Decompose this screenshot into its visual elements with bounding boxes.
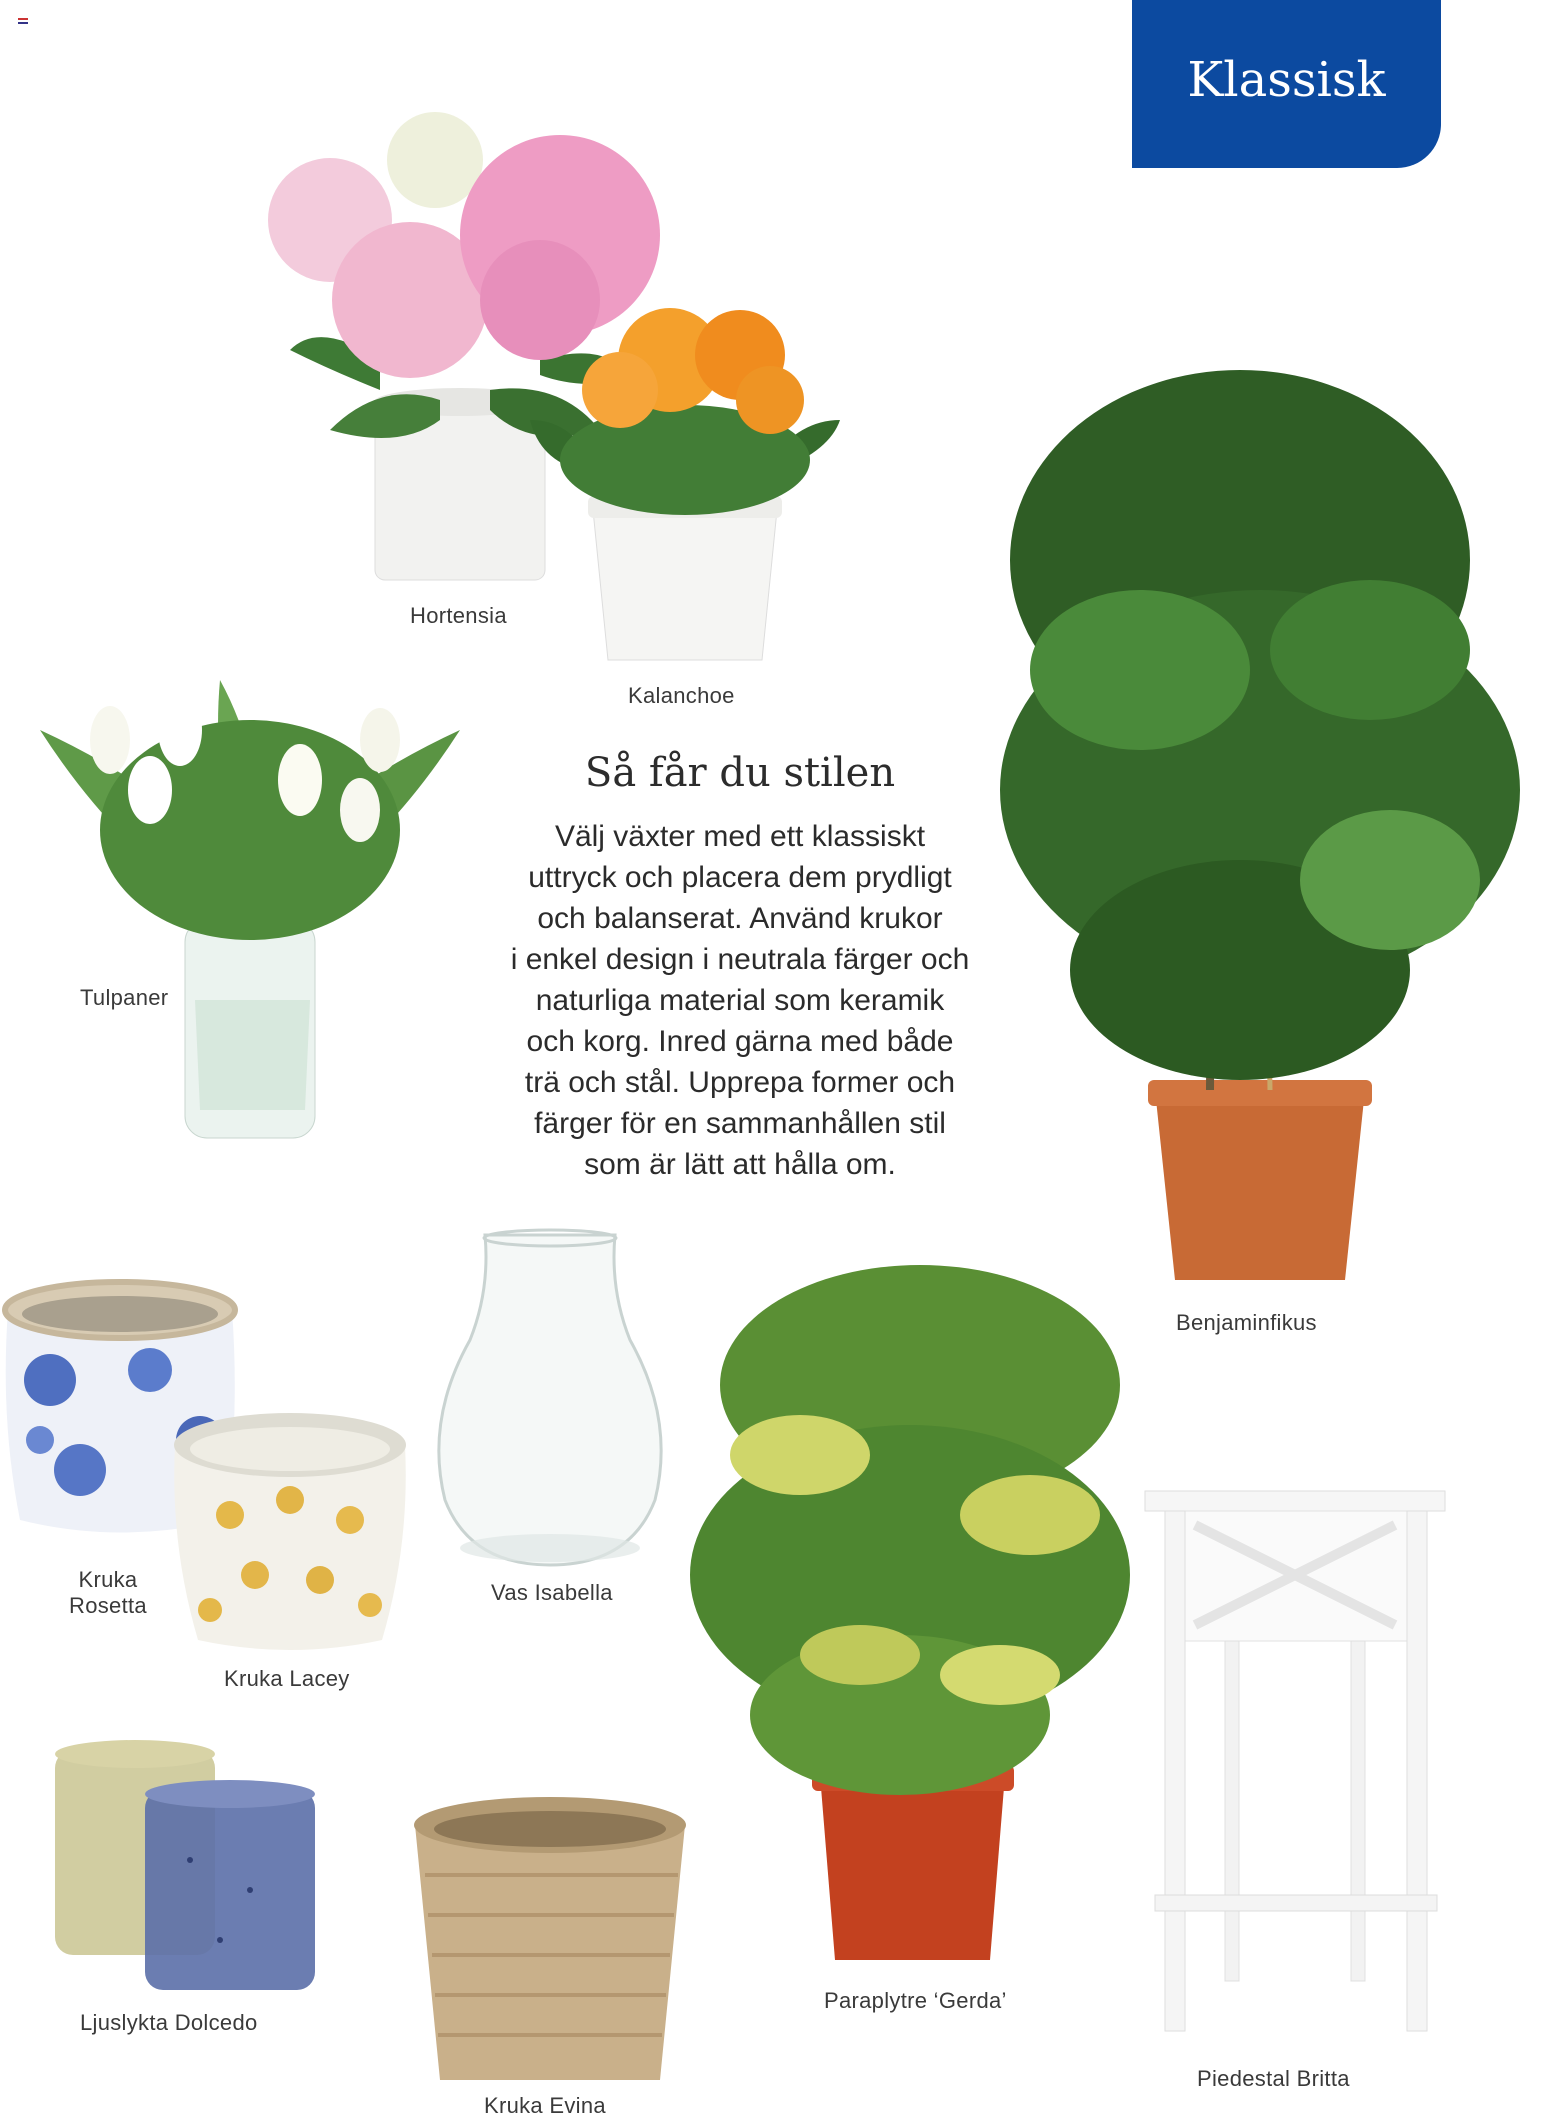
kruka-evina-image (410, 1785, 695, 2090)
kalanchoe-image (540, 300, 830, 670)
kalanchoe-label: Kalanchoe (628, 683, 735, 708)
kruka-rosetta-label-2: Rosetta (69, 1593, 147, 1618)
article-line: trä och stål. Upprepa former och (524, 1066, 956, 1099)
kruka-lacey-label: Kruka Lacey (224, 1666, 350, 1691)
article-line: och balanserat. Använd krukor (537, 902, 943, 935)
article-line: Välj växter med ett klassiskt (554, 820, 926, 853)
ljuslykta-dolcedo-image (50, 1740, 325, 1995)
tulpaner-image (30, 670, 480, 1150)
section-tab (1132, 0, 1441, 168)
article-line: i enkel design i neutrala färger och (510, 943, 970, 976)
article-line: som är lätt att hålla om. (584, 1148, 896, 1181)
article-line: och korg. Inred gärna med både (526, 1025, 954, 1058)
vas-isabella-label: Vas Isabella (491, 1580, 613, 1605)
piedestal-britta-image (1145, 1485, 1455, 2045)
benjaminfikus-label: Benjaminfikus (1176, 1310, 1317, 1335)
article-line: naturliga material som keramik (535, 984, 945, 1017)
kruka-evina-label: Kruka Evina (484, 2093, 606, 2118)
kruka-rosetta-label-1: Kruka (78, 1567, 138, 1592)
article-body (460, 816, 1020, 1185)
paraplytre-image (700, 1255, 1140, 1965)
hortensia-label: Hortensia (410, 603, 507, 628)
ljuslykta-dolcedo-label: Ljuslykta Dolcedo (80, 2010, 258, 2035)
article-line: uttryck och placera dem prydligt (528, 861, 952, 894)
vas-isabella-image (430, 1230, 670, 1570)
tulpaner-label: Tulpaner (80, 985, 169, 1010)
corner-mark-icon (18, 18, 28, 24)
article-heading: Så får du stilen (584, 750, 896, 796)
piedestal-britta-label: Piedestal Britta (1197, 2066, 1350, 2091)
benjaminfikus-image (940, 320, 1540, 1300)
article-line: färger för en sammanhållen stil (534, 1107, 946, 1140)
paraplytre-label: Paraplytre ‘Gerda’ (824, 1988, 1007, 2013)
section-tab-title: Klassisk (1187, 52, 1386, 108)
kruka-lacey-image (170, 1405, 410, 1655)
